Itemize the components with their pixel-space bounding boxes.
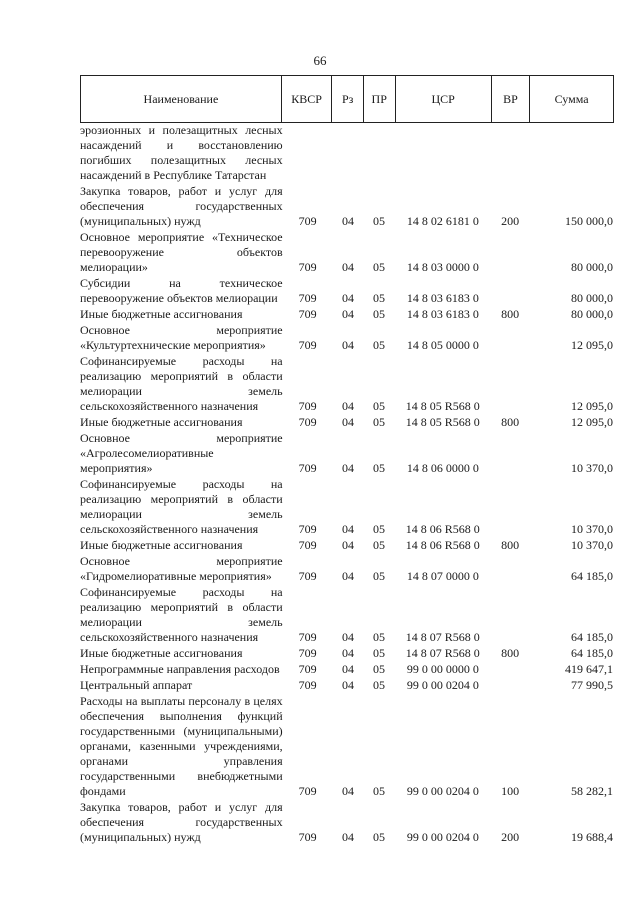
row-csr: 14 8 03 0000 0 <box>406 260 479 274</box>
row-pr: 05 <box>372 630 385 644</box>
row-name: Софинансируемые расходы на реализацию мероприятий в области мелиорации земель сельскохозяйственного назначения <box>80 354 283 413</box>
row-name: Иные бюджетные ассигнования <box>80 415 243 429</box>
row-rz: 04 <box>342 260 354 274</box>
row-rz: 04 <box>342 569 354 583</box>
table-row <box>80 800 614 845</box>
row-name: Софинансируемые расходы на реализацию мероприятий в области мелиорации земель сельскохозяйственного назначения <box>80 477 283 536</box>
row-pr: 05 <box>372 569 385 583</box>
row-rz: 04 <box>342 784 354 798</box>
row-kvsr: 709 <box>298 399 317 413</box>
table-row <box>80 554 614 584</box>
row-kvsr: 709 <box>298 522 317 536</box>
row-csr: 14 8 03 6183 0 <box>406 291 479 305</box>
row-rz: 04 <box>342 399 354 413</box>
row-csr: 14 8 02 6181 0 <box>406 214 479 228</box>
table-row <box>80 538 614 553</box>
table-row <box>80 585 614 645</box>
row-sum: 77 990,5 <box>570 678 613 692</box>
row-csr: 14 8 05 R568 0 <box>405 415 480 429</box>
row-kvsr: 709 <box>298 338 317 352</box>
row-kvsr: 709 <box>298 784 317 798</box>
row-name: Иные бюджетные ассигнования <box>80 646 243 660</box>
table-row <box>80 276 614 306</box>
row-vr: 800 <box>501 538 520 552</box>
row-name: Основное мероприятие «Гидромелиоративные мероприятия» <box>80 554 283 583</box>
row-name: эрозионных и полезащитных лесных насаждений и восстановлению погибших полезащитных лесных насаждений в Республике Татарстан <box>80 123 283 182</box>
row-csr: 14 8 07 R568 0 <box>405 630 480 644</box>
row-pr: 05 <box>372 662 385 676</box>
row-rz: 04 <box>342 678 354 692</box>
row-sum: 10 370,0 <box>570 461 613 475</box>
table-row <box>80 354 614 414</box>
table-row <box>80 415 614 430</box>
row-csr: 14 8 05 R568 0 <box>405 399 480 413</box>
row-csr: 14 8 06 R568 0 <box>405 538 480 552</box>
row-sum: 19 688,4 <box>570 830 613 844</box>
header-rz: Рз <box>332 76 364 123</box>
row-name: Закупка товаров, работ и услуг для обеспечения государственных (муниципальных) нужд <box>80 184 283 228</box>
row-name: Основное мероприятие «Агролесомелиоративные мероприятия» <box>80 431 283 475</box>
row-pr: 05 <box>372 784 385 798</box>
row-name: Иные бюджетные ассигнования <box>80 307 243 321</box>
row-name: Иные бюджетные ассигнования <box>80 538 243 552</box>
row-pr: 05 <box>372 646 385 660</box>
row-kvsr: 709 <box>298 830 317 844</box>
row-csr: 14 8 07 0000 0 <box>406 569 479 583</box>
row-kvsr: 709 <box>298 538 317 552</box>
table-row <box>80 323 614 353</box>
row-sum: 58 282,1 <box>570 784 613 798</box>
table-header <box>80 75 614 123</box>
row-name: Субсидии на техническое перевооружение объектов мелиорации <box>80 276 283 305</box>
row-csr: 99 0 00 0204 0 <box>406 830 479 844</box>
row-sum: 80 000,0 <box>570 260 613 274</box>
row-rz: 04 <box>342 538 354 552</box>
row-rz: 04 <box>342 830 354 844</box>
table-body <box>80 123 614 845</box>
row-csr: 14 8 03 6183 0 <box>406 307 479 321</box>
row-kvsr: 709 <box>298 678 317 692</box>
row-name: Центральный аппарат <box>80 678 193 692</box>
row-sum: 150 000,0 <box>564 214 613 228</box>
row-sum: 64 185,0 <box>570 630 613 644</box>
row-pr: 05 <box>372 830 385 844</box>
row-pr: 05 <box>372 522 385 536</box>
row-rz: 04 <box>342 415 354 429</box>
row-vr: 200 <box>501 830 520 844</box>
row-vr: 800 <box>501 307 520 321</box>
row-sum: 10 370,0 <box>570 538 613 552</box>
row-kvsr: 709 <box>298 260 317 274</box>
row-rz: 04 <box>342 338 354 352</box>
table-row <box>80 694 614 799</box>
row-csr: 14 8 06 0000 0 <box>406 461 479 475</box>
row-kvsr: 709 <box>298 214 317 228</box>
row-kvsr: 709 <box>298 461 317 475</box>
row-pr: 05 <box>372 214 385 228</box>
header-csr: ЦСР <box>395 76 491 123</box>
row-rz: 04 <box>342 630 354 644</box>
row-sum: 64 185,0 <box>570 646 613 660</box>
row-kvsr: 709 <box>298 630 317 644</box>
row-csr: 99 0 00 0204 0 <box>406 784 479 798</box>
header-pr: ПР <box>363 76 395 123</box>
row-vr: 200 <box>501 214 520 228</box>
row-rz: 04 <box>342 522 354 536</box>
header-vr: ВР <box>491 76 529 123</box>
table-row <box>80 123 614 183</box>
row-pr: 05 <box>372 461 385 475</box>
row-sum: 64 185,0 <box>570 569 613 583</box>
header-name: Наименование <box>81 76 282 123</box>
table-row <box>80 678 614 693</box>
row-csr: 99 0 00 0000 0 <box>406 662 479 676</box>
table-row <box>80 646 614 661</box>
row-name: Софинансируемые расходы на реализацию мероприятий в области мелиорации земель сельскохозяйственного назначения <box>80 585 283 644</box>
row-rz: 04 <box>342 291 354 305</box>
row-kvsr: 709 <box>298 569 317 583</box>
row-name: Расходы на выплаты персоналу в целях обеспечения выполнения функций государственными (муниципальными) органами, казенными учреждениями, органами управления государственными внебюджетными фондами <box>80 694 283 798</box>
row-csr: 14 8 06 R568 0 <box>405 522 480 536</box>
row-pr: 05 <box>372 291 385 305</box>
row-pr: 05 <box>372 399 385 413</box>
row-name: Основное мероприятие «Техническое перевооружение объектов мелиорации» <box>80 230 283 274</box>
row-rz: 04 <box>342 461 354 475</box>
header-kvsr: КВСР <box>281 76 332 123</box>
row-sum: 12 095,0 <box>570 338 613 352</box>
row-csr: 14 8 05 0000 0 <box>406 338 479 352</box>
row-name: Закупка товаров, работ и услуг для обеспечения государственных (муниципальных) нужд <box>80 800 283 844</box>
row-name: Непрограммные направления расходов <box>80 662 280 676</box>
row-rz: 04 <box>342 662 354 676</box>
row-kvsr: 709 <box>298 307 317 321</box>
row-rz: 04 <box>342 646 354 660</box>
row-kvsr: 709 <box>298 415 317 429</box>
table-row <box>80 662 614 677</box>
row-rz: 04 <box>342 307 354 321</box>
row-sum: 80 000,0 <box>570 307 613 321</box>
row-name: Основное мероприятие «Культуртехнические мероприятия» <box>80 323 283 352</box>
table-row <box>80 431 614 476</box>
row-pr: 05 <box>372 307 385 321</box>
table-row <box>80 477 614 537</box>
row-csr: 99 0 00 0204 0 <box>406 678 479 692</box>
row-sum: 10 370,0 <box>570 522 613 536</box>
row-vr: 800 <box>501 415 520 429</box>
table-row <box>80 230 614 275</box>
row-kvsr: 709 <box>298 646 317 660</box>
row-vr: 800 <box>501 646 520 660</box>
row-rz: 04 <box>342 214 354 228</box>
row-vr: 100 <box>501 784 520 798</box>
row-kvsr: 709 <box>298 291 317 305</box>
table-row <box>80 307 614 322</box>
table-row <box>80 184 614 229</box>
header-sum: Сумма <box>530 76 614 123</box>
row-pr: 05 <box>372 260 385 274</box>
row-pr: 05 <box>372 538 385 552</box>
row-csr: 14 8 07 R568 0 <box>405 646 480 660</box>
row-pr: 05 <box>372 678 385 692</box>
row-kvsr: 709 <box>298 662 317 676</box>
row-pr: 05 <box>372 338 385 352</box>
row-pr: 05 <box>372 415 385 429</box>
row-sum: 12 095,0 <box>570 399 613 413</box>
page-number: 66 <box>313 53 327 68</box>
row-sum: 419 647,1 <box>564 662 613 676</box>
row-sum: 80 000,0 <box>570 291 613 305</box>
row-sum: 12 095,0 <box>570 415 613 429</box>
